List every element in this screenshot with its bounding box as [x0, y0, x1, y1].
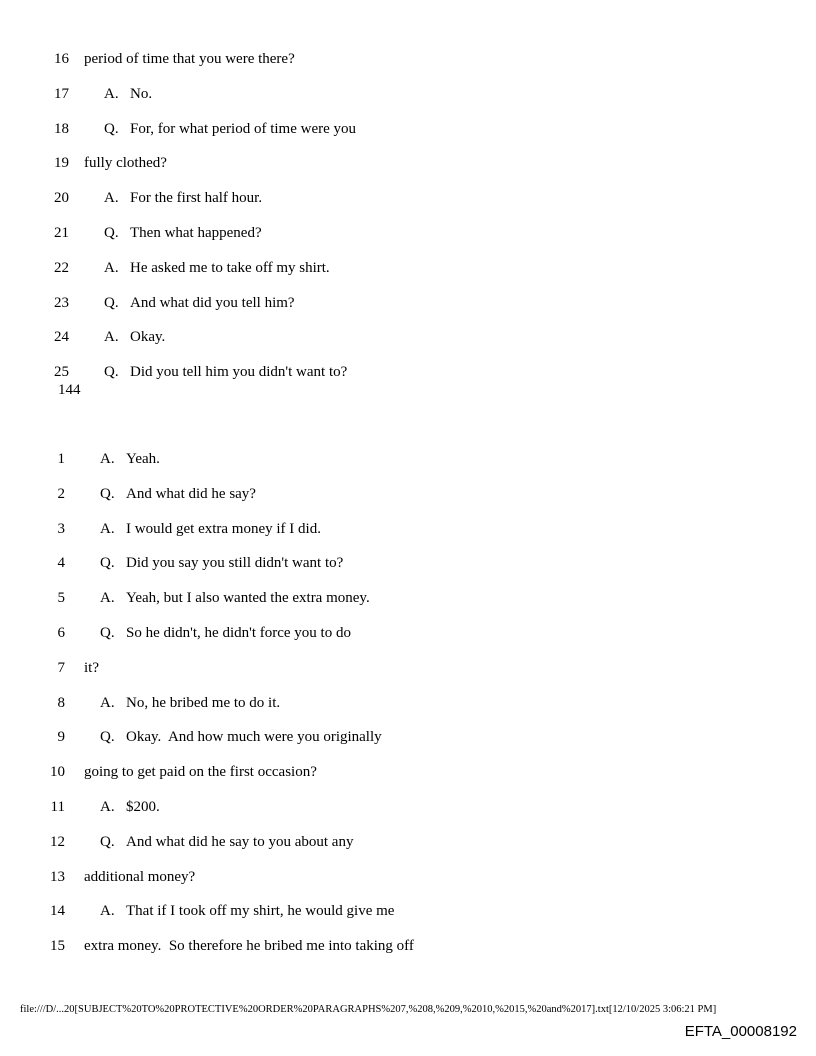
line-number: 1: [57, 451, 65, 467]
line-text: Then what happened?: [130, 225, 262, 241]
line-text: Yeah.: [126, 451, 160, 467]
speaker-label: Q.: [104, 225, 119, 241]
line-number: 16: [54, 51, 69, 67]
line-number: 22: [54, 259, 69, 276]
line-text: So he didn't, he didn't force you to do: [126, 625, 351, 641]
speaker-label: A.: [104, 85, 119, 102]
line-text: fully clothed?: [84, 155, 167, 172]
line-text: And what did he say?: [126, 485, 256, 502]
speaker-label: A.: [104, 259, 119, 276]
speaker-label: A.: [104, 329, 119, 346]
speaker-label: Q.: [100, 555, 115, 572]
line-text: going to get paid on the first occasion?: [84, 764, 317, 781]
speaker-label: A.: [100, 903, 115, 920]
line-number: 14: [50, 903, 65, 920]
line-number: 21: [54, 225, 69, 241]
line-number: 15: [50, 938, 65, 955]
line-number: 25: [54, 364, 69, 381]
line-number: 8: [57, 694, 65, 711]
line-number: 9: [57, 729, 65, 746]
speaker-label: A.: [100, 590, 115, 607]
line-number: 20: [54, 190, 69, 207]
speaker-label: Q.: [100, 625, 115, 641]
line-text: Did you tell him you didn't want to?: [130, 364, 348, 381]
line-number: 13: [50, 868, 65, 885]
line-number: 18: [54, 120, 69, 137]
speaker-label: A.: [100, 694, 115, 711]
speaker-label: A.: [100, 799, 115, 815]
line-text: For the first half hour.: [130, 190, 263, 207]
line-number: 12: [50, 833, 65, 850]
speaker-label: Q.: [104, 294, 119, 311]
page-number: 144: [58, 382, 81, 398]
footer-file-path: file:///D/...20[SUBJECT%20TO%20PROTECTIVE%20ORDER%20PARAGRAPHS%207,%208,%209,%2010,%2015,%20and%2017].txt[12/10/2025 3:06:21 PM]: [20, 1004, 717, 1015]
speaker-label: Q.: [100, 729, 115, 746]
line-number: 10: [50, 764, 65, 781]
speaker-label: A.: [100, 451, 115, 467]
line-text: Okay. And how much were you originally: [126, 729, 382, 746]
line-text: I would get extra money if I did.: [126, 520, 321, 537]
line-number: 3: [57, 520, 65, 537]
line-text: period of time that you were there?: [84, 51, 295, 67]
line-text: For, for what period of time were you: [130, 120, 357, 137]
line-number: 2: [57, 485, 65, 502]
line-text: Okay.: [130, 329, 166, 346]
speaker-label: Q.: [104, 120, 119, 137]
line-number: 23: [54, 294, 69, 311]
line-text: And what did he say to you about any: [126, 833, 354, 850]
speaker-label: Q.: [100, 485, 115, 502]
speaker-label: Q.: [100, 833, 115, 850]
speaker-label: A.: [104, 190, 119, 207]
line-number: 6: [57, 625, 65, 641]
footer-document-id: EFTA_00008192: [684, 1023, 797, 1040]
line-text: Yeah, but I also wanted the extra money.: [126, 590, 370, 607]
line-text: it?: [84, 659, 99, 676]
line-number: 4: [57, 555, 65, 572]
line-number: 19: [54, 155, 69, 172]
line-number: 7: [57, 659, 65, 676]
line-text: And what did you tell him?: [130, 294, 295, 311]
line-number: 17: [54, 85, 69, 102]
line-text: Did you say you still didn't want to?: [126, 555, 344, 572]
line-text: extra money. So therefore he bribed me into taking off: [84, 938, 414, 955]
line-text: He asked me to take off my shirt.: [130, 259, 330, 276]
line-text: $200.: [126, 799, 160, 815]
line-text: That if I took off my shirt, he would give me: [126, 903, 395, 920]
line-number: 5: [57, 590, 65, 607]
line-text: No.: [130, 85, 153, 102]
speaker-label: Q.: [104, 364, 119, 381]
line-number: 11: [50, 799, 65, 815]
line-number: 24: [54, 329, 69, 346]
line-text: additional money?: [84, 868, 196, 885]
line-text: No, he bribed me to do it.: [126, 694, 281, 711]
speaker-label: A.: [100, 520, 115, 537]
